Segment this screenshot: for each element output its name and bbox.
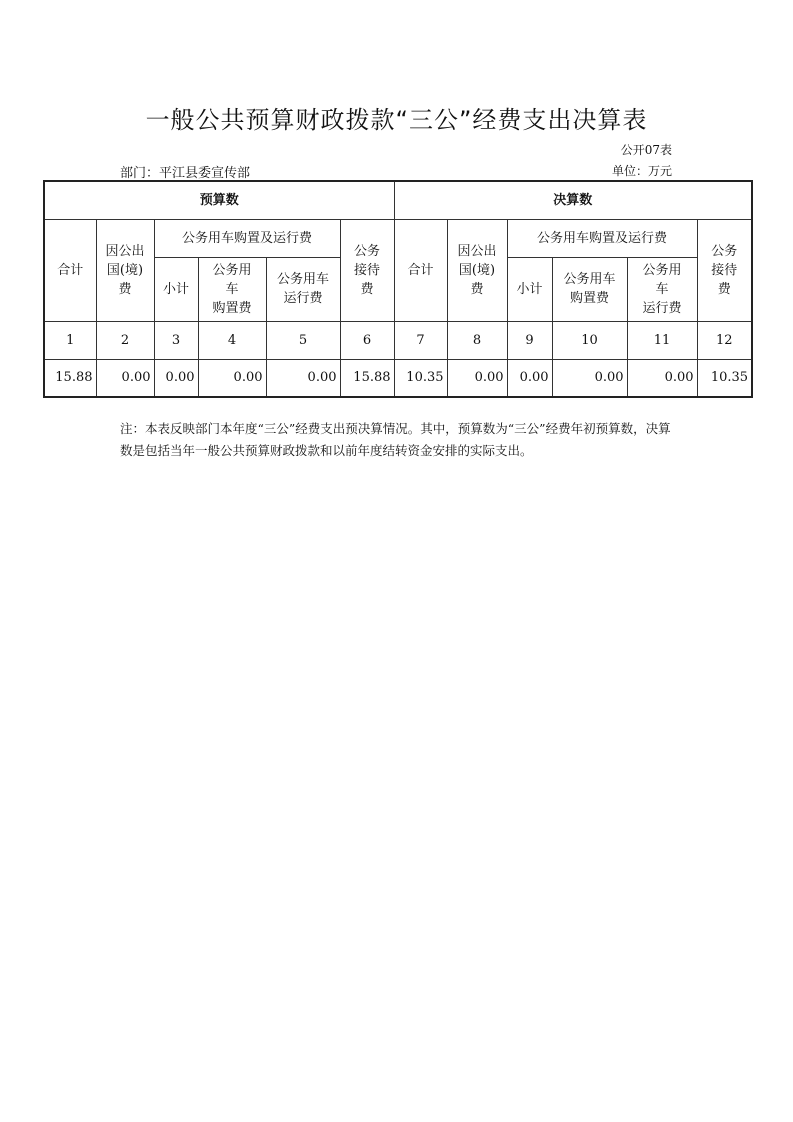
column-number: 8 <box>447 321 507 359</box>
budget-vehicle-operation-value: 0.00 <box>266 359 340 397</box>
department-label: 部门：平江县委宣传部 <box>120 166 251 181</box>
group-header-row <box>44 181 752 219</box>
column-number: 3 <box>154 321 198 359</box>
column-number: 10 <box>552 321 627 359</box>
final-reception-header: 公务 接待 费 <box>697 219 752 321</box>
form-code: 公开07表 <box>620 143 672 157</box>
three-public-expenses-table <box>43 180 753 398</box>
final-total-value: 10.35 <box>394 359 447 397</box>
column-number: 1 <box>44 321 96 359</box>
column-number: 9 <box>507 321 552 359</box>
final-reception-value: 10.35 <box>697 359 752 397</box>
column-number: 11 <box>627 321 697 359</box>
final-abroad-header: 因公出 国(境) 费 <box>447 219 507 321</box>
budget-subtotal-value: 0.00 <box>154 359 198 397</box>
budget-abroad-header: 因公出 国(境) 费 <box>96 219 154 321</box>
final-vehicle-purchase-header: 公务用车 购置费 <box>552 257 627 321</box>
column-number: 6 <box>340 321 394 359</box>
final-subtotal-header: 小计 <box>507 257 552 321</box>
budget-group-header: 预算数 <box>44 181 394 219</box>
table-note: 注：本表反映部门本年度“三公”经费支出预决算情况。其中，预算数为“三公”经费年初预算数，决算数是包括当年一般公共预算财政拨款和以前年度结转资金安排的实际支出。 <box>120 421 671 458</box>
column-number: 12 <box>697 321 752 359</box>
budget-vehicle-group-header: 公务用车购置及运行费 <box>154 219 340 257</box>
final-vehicle-operation-header: 公务用 车 运行费 <box>627 257 697 321</box>
column-number: 4 <box>198 321 266 359</box>
column-number: 7 <box>394 321 447 359</box>
final-vehicle-purchase-value: 0.00 <box>552 359 627 397</box>
budget-vehicle-operation-header: 公务用车 运行费 <box>266 257 340 321</box>
header-row-1 <box>44 219 752 257</box>
budget-vehicle-purchase-value: 0.00 <box>198 359 266 397</box>
page-title: 一般公共预算财政拨款“三公”经费支出决算表 <box>145 106 648 134</box>
final-subtotal-value: 0.00 <box>507 359 552 397</box>
value-row <box>44 359 752 397</box>
unit-label: 单位：万元 <box>611 164 672 178</box>
budget-total-header: 合计 <box>44 219 96 321</box>
budget-reception-header: 公务 接待 费 <box>340 219 394 321</box>
budget-abroad-value: 0.00 <box>96 359 154 397</box>
final-total-header: 合计 <box>394 219 447 321</box>
final-group-header: 决算数 <box>394 181 752 219</box>
column-number: 2 <box>96 321 154 359</box>
budget-reception-value: 15.88 <box>340 359 394 397</box>
budget-subtotal-header: 小计 <box>154 257 198 321</box>
budget-vehicle-purchase-header: 公务用 车 购置费 <box>198 257 266 321</box>
final-abroad-value: 0.00 <box>447 359 507 397</box>
column-number-row <box>44 321 752 359</box>
final-vehicle-group-header: 公务用车购置及运行费 <box>507 219 697 257</box>
final-vehicle-operation-value: 0.00 <box>627 359 697 397</box>
column-number: 5 <box>266 321 340 359</box>
budget-total-value: 15.88 <box>44 359 96 397</box>
